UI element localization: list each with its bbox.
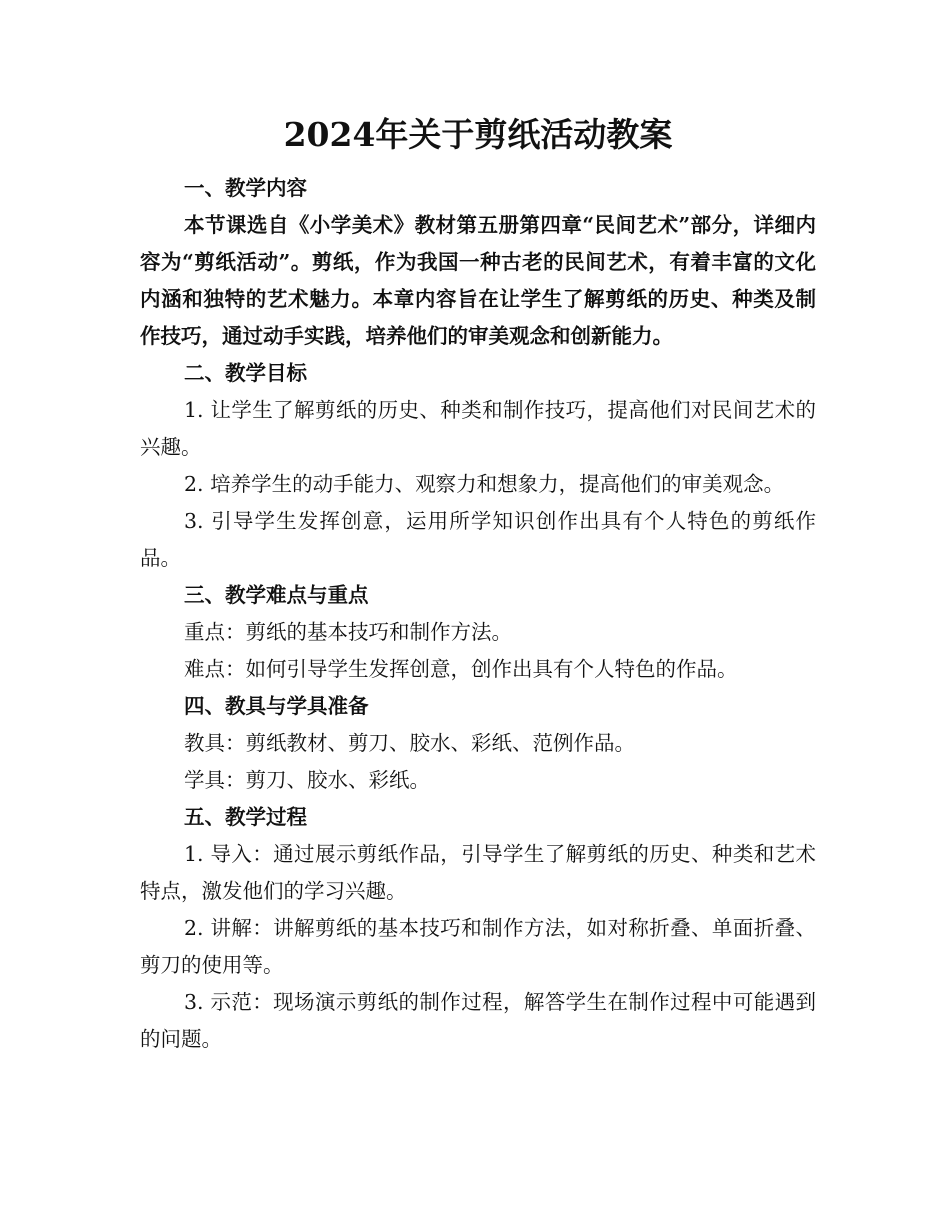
- paragraph: 本节课选自《小学美术》教材第五册第四章“民间艺术”部分，详细内容为“剪纸活动”。剪纸，作为我国一种古老的民间艺术，有着丰富的文化内涵和独特的艺术魅力。本章内容旨在让学生了解剪纸的历史、种类及制作技巧，通过动手实践，培养他们的审美观念和创新能力。: [140, 213, 816, 348]
- section-teaching-process: [140, 799, 816, 1058]
- section-heading: 三、教学难点与重点: [184, 583, 369, 607]
- document-page: [140, 112, 816, 1058]
- paragraph: 2. 培养学生的动手能力、观察力和想象力，提高他们的审美观念。: [184, 472, 785, 496]
- document-title: 2024年关于剪纸活动教案: [283, 115, 673, 154]
- paragraph: 1. 让学生了解剪纸的历史、种类和制作技巧，提高他们对民间艺术的兴趣。: [140, 398, 816, 459]
- section-materials: [140, 688, 816, 799]
- section-teaching-goals: [140, 355, 816, 577]
- paragraph: 1. 导入：通过展示剪纸作品，引导学生了解剪纸的历史、种类和艺术特点，激发他们的学习兴趣。: [140, 842, 816, 903]
- section-heading: 五、教学过程: [184, 805, 307, 829]
- section-heading: 一、教学内容: [184, 176, 307, 200]
- paragraph: 难点：如何引导学生发挥创意，创作出具有个人特色的作品。: [184, 657, 738, 681]
- section-heading: 四、教具与学具准备: [184, 694, 369, 718]
- paragraph: 3. 示范：现场演示剪纸的制作过程，解答学生在制作过程中可能遇到的问题。: [140, 990, 816, 1051]
- section-teaching-content: [140, 170, 816, 355]
- section-key-points: [140, 577, 816, 688]
- paragraph: 3. 引导学生发挥创意，运用所学知识创作出具有个人特色的剪纸作品。: [140, 509, 816, 570]
- paragraph: 教具：剪纸教材、剪刀、胶水、彩纸、范例作品。: [184, 731, 635, 755]
- paragraph: 学具：剪刀、胶水、彩纸。: [184, 768, 430, 792]
- paragraph: 重点：剪纸的基本技巧和制作方法。: [184, 620, 512, 644]
- paragraph: 2. 讲解：讲解剪纸的基本技巧和制作方法，如对称折叠、单面折叠、剪刀的使用等。: [140, 916, 816, 977]
- section-heading: 二、教学目标: [184, 361, 307, 385]
